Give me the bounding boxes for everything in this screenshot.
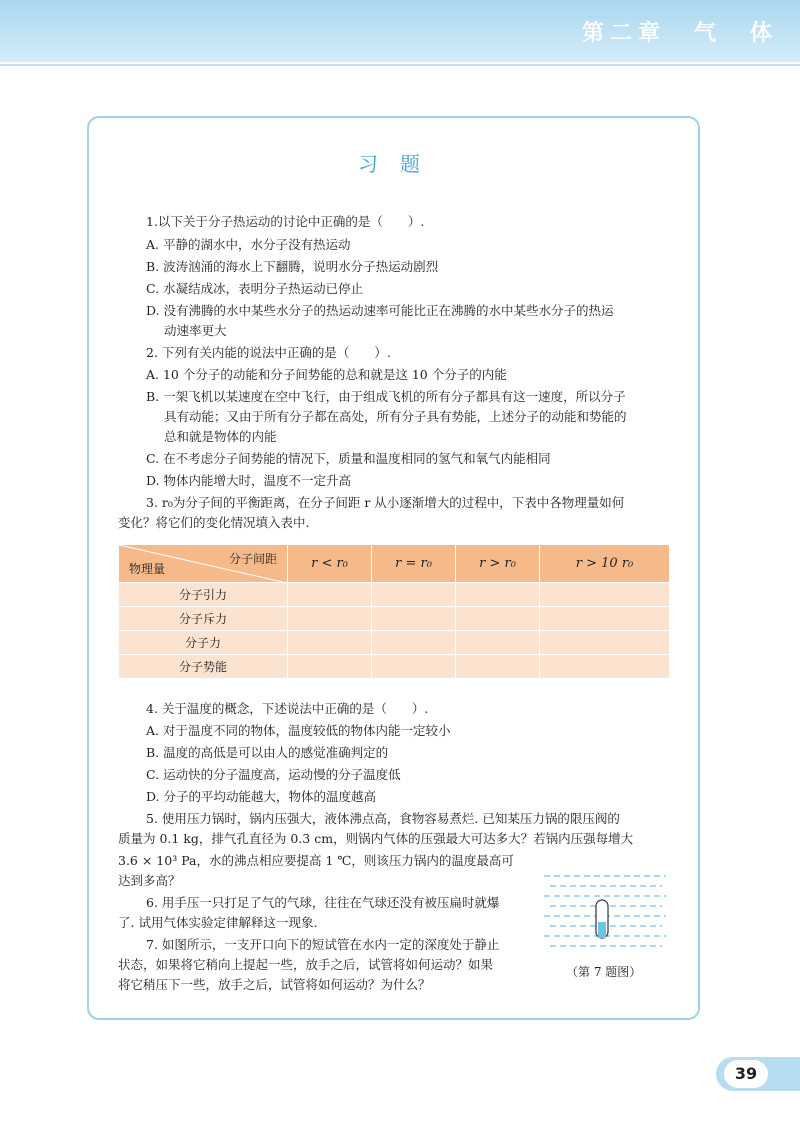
- question-7: 7. 如图所示，一支开口向下的短试管在水内一定的深度处于静止: [146, 937, 500, 952]
- table-cell[interactable]: [456, 631, 540, 655]
- q1-option-b: B. 波涛汹涌的海水上下翻腾，说明水分子热运动剧烈: [146, 259, 439, 274]
- table-cell[interactable]: [288, 631, 372, 655]
- col-header-1: r < r₀: [288, 545, 372, 583]
- table-cell[interactable]: [372, 655, 456, 679]
- q4-option-a: A. 对于温度不同的物体，温度较低的物体内能一定较小: [146, 723, 451, 738]
- q2-option-c: C. 在不考虑分子间势能的情况下，质量和温度相同的氢气和氧气内能相同: [146, 451, 551, 466]
- q2-option-a: A. 10 个分子的动能和分子间势能的总和就是这 10 个分子的内能: [146, 367, 507, 382]
- table-cell[interactable]: [540, 631, 670, 655]
- table-row: [119, 607, 670, 631]
- section-title: 习题: [358, 152, 442, 176]
- col-header-2: r = r₀: [372, 545, 456, 583]
- table-cell[interactable]: [288, 583, 372, 607]
- question-5-cont-2: 3.6 × 10³ Pa，水的沸点相应要提高 1 ℃，则该压力锅内的温度最高可: [118, 853, 514, 868]
- table-row: [119, 655, 670, 679]
- question-5-cont-1: 质量为 0.1 kg，排气孔直径为 0.3 cm，则锅内气体的压强最大可达多大？若锅内压强每增大: [118, 831, 634, 846]
- table-cell[interactable]: [288, 607, 372, 631]
- q4-option-c: C. 运动快的分子温度高，运动慢的分子温度低: [146, 767, 401, 782]
- header-divider: [0, 64, 800, 66]
- row-label: 分子引力: [119, 583, 288, 607]
- q2-option-b-cont-1: 具有动能；又由于所有分子都在高处，所有分子具有势能，上述分子的动能和势能的: [164, 409, 627, 424]
- col-header-4: r > 10 r₀: [540, 545, 670, 583]
- table-cell[interactable]: [456, 655, 540, 679]
- q1-option-a: A. 平静的湖水中，水分子没有热运动: [146, 237, 351, 252]
- q1-option-d-cont: 动速率更大: [164, 323, 227, 338]
- table-cell[interactable]: [540, 583, 670, 607]
- q4-option-b: B. 温度的高低是可以由人的感觉准确判定的: [146, 745, 389, 760]
- question-3: 3. r₀为分子间的平衡距离，在分子间距 r 从小逐渐增大的过程中，下表中各物理量如何: [146, 495, 625, 510]
- table-cell[interactable]: [372, 607, 456, 631]
- row-label: 分子势能: [119, 655, 288, 679]
- physics-table: [118, 544, 670, 679]
- row-label: 分子斥力: [119, 607, 288, 631]
- question-6-cont: 了. 试用气体实验定律解释这一现象.: [118, 915, 318, 930]
- question-7-cont-1: 状态，如果将它稍向上提起一些，放手之后，试管将如何运动？如果: [118, 957, 494, 972]
- table-cell[interactable]: [456, 583, 540, 607]
- q1-option-d: D. 没有沸腾的水中某些水分子的热运动速率可能比正在沸腾的水中某些水分子的热运: [146, 303, 614, 318]
- q2-option-d: D. 物体内能增大时，温度不一定升高: [146, 473, 352, 488]
- table-header-row: [119, 545, 670, 583]
- table-cell[interactable]: [372, 583, 456, 607]
- question-5-cont-3: 达到多高？: [118, 873, 181, 888]
- row-label: 分子力: [119, 631, 288, 655]
- question-6: 6. 用手压一只打足了气的气球，往往在气球还没有被压扁时就爆: [146, 895, 500, 910]
- table-row: [119, 631, 670, 655]
- question-7-cont-2: 将它稍压下一些，放手之后，试管将如何运动？为什么？: [118, 977, 431, 992]
- corner-bottom-label: 物理量: [129, 562, 166, 576]
- question-4: 4. 关于温度的概念，下述说法中正确的是（ ）.: [146, 701, 429, 716]
- q4-option-d: D. 分子的平均动能越大，物体的温度越高: [146, 789, 377, 804]
- q2-option-b: B. 一架飞机以某速度在空中飞行，由于组成飞机的所有分子都具有这一速度，所以分子: [146, 389, 626, 404]
- table-row: [119, 583, 670, 607]
- table-cell[interactable]: [456, 607, 540, 631]
- corner-top-label: 分子间距: [228, 552, 277, 566]
- q1-option-c: C. 水凝结成冰，表明分子热运动已停止: [146, 281, 364, 296]
- water-tube-figure: [542, 870, 668, 960]
- chapter-title: 第二章 气 体: [581, 21, 778, 46]
- table-cell[interactable]: [288, 655, 372, 679]
- question-3-cont: 变化？将它们的变化情况填入表中.: [118, 515, 310, 530]
- question-2: 2. 下列有关内能的说法中正确的是（ ）.: [146, 345, 391, 360]
- q2-option-b-cont-2: 总和就是物体的内能: [164, 429, 277, 444]
- table-corner-cell: [119, 545, 288, 583]
- page-number: 39: [724, 1060, 768, 1088]
- table-cell[interactable]: [372, 631, 456, 655]
- table-cell[interactable]: [540, 607, 670, 631]
- table-cell[interactable]: [540, 655, 670, 679]
- col-header-3: r > r₀: [456, 545, 540, 583]
- question-1: 1.以下关于分子热运动的讨论中正确的是（ ）.: [146, 214, 425, 229]
- figure-caption: （第 7 题图）: [566, 965, 642, 979]
- question-5: 5. 使用压力锅时，锅内压强大，液体沸点高，食物容易煮烂. 已知某压力锅的限压阀的: [146, 811, 620, 826]
